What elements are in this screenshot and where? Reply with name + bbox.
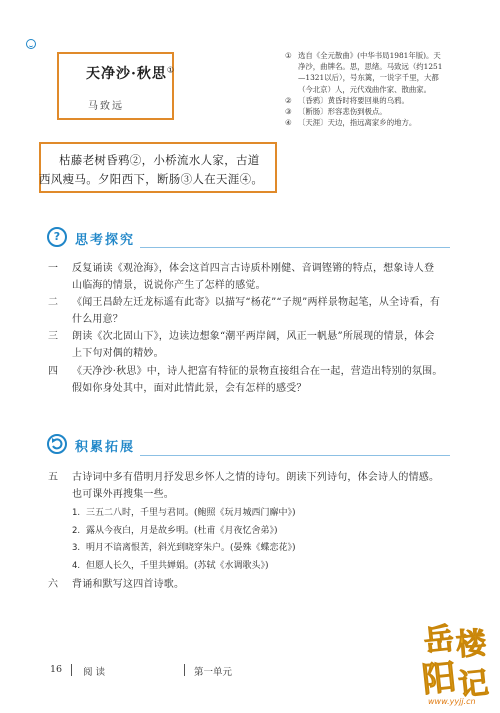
poem-body xyxy=(39,151,264,189)
section-title-extension: 积累拓展 xyxy=(75,440,136,455)
poem-author: 马致远 xyxy=(88,101,124,112)
question-6: 六 背诵和默写这四首诗歌。 xyxy=(48,579,185,590)
watermark-logo xyxy=(418,616,496,708)
footnote: ③ 〔断肠〕形容悲伤到极点。 xyxy=(285,107,387,117)
svg-text:阳: 阳 xyxy=(420,657,459,701)
list-item: 4. 但愿人长久，千里共婵娟。(苏轼《水调歌头》) xyxy=(72,560,269,571)
question-1: 一 反复诵读《观沧海》，体会这首四言古诗质朴刚健、音调铿锵的特点，想象诗人登山临海的情景，说说你产生了怎样的感觉。 xyxy=(48,263,435,291)
refresh-glyph xyxy=(49,436,65,452)
question-2: 二 《闻王昌龄左迁龙标遥有此寄》以描写“杨花”“子规”两样景物起笔，从全诗看，有什么用意？ xyxy=(48,297,441,325)
svg-text:楼: 楼 xyxy=(454,625,488,663)
list-item: 3. 明月不谙离恨苦，斜光到晓穿朱户。(晏殊《蝶恋花》) xyxy=(72,543,296,553)
section-divider xyxy=(140,455,450,456)
footer-section: 阅 读 xyxy=(83,667,106,678)
question-icon: ? xyxy=(47,227,67,247)
page-number: 16 xyxy=(50,664,63,675)
footnotes xyxy=(285,50,445,128)
footnote: ① 选自《全元散曲》(中华书局1981年版)。天净沙，曲牌名。思，思绪。马致远（约1251—1321以后），号东篱，一说字千里，大都（今北京）人，元代戏曲作家、散曲家。 xyxy=(285,51,443,94)
list-item: 2. 露从今夜白，月是故乡明。(杜甫《月夜忆舍弟》) xyxy=(72,525,278,536)
svg-text:岳: 岳 xyxy=(422,621,456,660)
section-title-thinking: 思考探究 xyxy=(75,233,136,248)
refresh-icon xyxy=(47,434,67,454)
footnote: ④ 〔天涯〕天边，指远离家乡的地方。 xyxy=(285,118,417,128)
question-5: 五 古诗词中多有借明月抒发思乡怀人之情的诗句。朗读下列诗句，体会诗人的情感。也可课外再搜集一些。 xyxy=(48,472,440,500)
question-4: 四 《天净沙·秋思》中，诗人把富有特征的景物直接组合在一起，营造出特别的氛围。假如你身处其中，面对此情此景，会有怎样的感受？ xyxy=(48,366,443,394)
poem-list xyxy=(72,505,402,575)
footer-divider xyxy=(71,664,72,676)
section-divider xyxy=(140,247,450,248)
poem-title: 天净沙·秋思① xyxy=(86,65,176,82)
svg-text:记: 记 xyxy=(456,665,491,704)
svg-text:www.yyjj.cn: www.yyjj.cn xyxy=(428,697,476,706)
footer-divider xyxy=(184,664,185,676)
watermark-logo-graphic xyxy=(418,616,496,708)
list-item: 1. 三五二八时，千里与君同。(鲍照《玩月城西门廨中》) xyxy=(72,508,296,518)
smiley-icon xyxy=(26,39,36,49)
footnote: ② 〔昏鸦〕黄昏时将要回巢的乌鸦。 xyxy=(285,95,409,105)
question-3: 三 朗读《次北固山下》，边读边想象“潮平两岸阔，风正一帆悬”所展现的情景，体会上下句对偶的精妙。 xyxy=(48,331,435,359)
poem-line-2: 西风瘦马。夕阳西下，断肠③人在天涯④。 xyxy=(39,172,264,186)
poem-line-1: 枯藤老树昏鸦②，小桥流水人家，古道 xyxy=(59,153,260,167)
footer-unit: 第一单元 xyxy=(194,667,233,678)
